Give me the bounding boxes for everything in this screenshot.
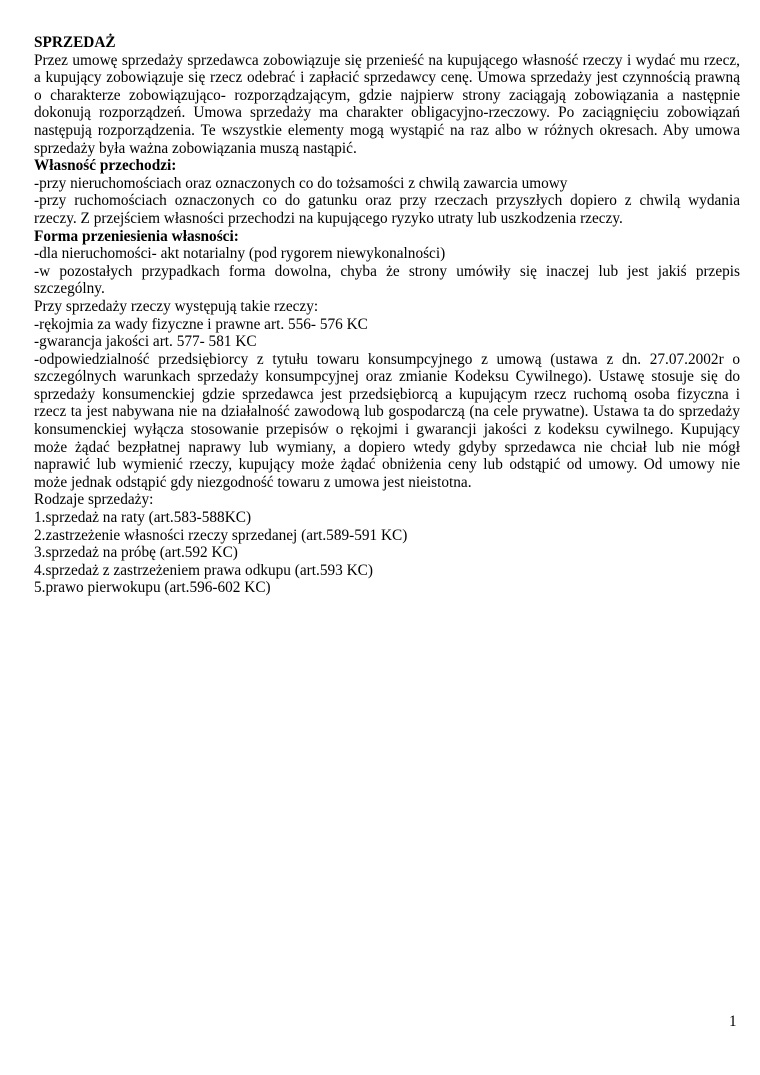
text-line: 4.sprzedaż z zastrzeżeniem prawa odkupu (art.593 KC) bbox=[34, 561, 373, 579]
paragraph bbox=[34, 192, 740, 227]
text-line: 2.zastrzeżenie własności rzeczy sprzedanej (art.589-591 KC) bbox=[34, 526, 408, 544]
paragraph bbox=[34, 527, 740, 545]
text-line: -rękojmia za wady fizyczne i prawne art. 556- 576 KC bbox=[34, 315, 368, 333]
section-heading bbox=[34, 157, 740, 175]
text-line: -przy ruchomościach oznaczonych co do gatunku oraz przy rzeczach przyszłych dopiero z chwilą wydania bbox=[34, 192, 740, 210]
text-line: Przez umowę sprzedaży sprzedawca zobowiązuje się przenieść na kupującego własność rzeczy i wydać mu rzecz, bbox=[34, 51, 740, 69]
paragraph bbox=[34, 245, 740, 263]
paragraph bbox=[34, 562, 740, 580]
text-line: Forma przeniesienia własności: bbox=[34, 227, 239, 245]
paragraph bbox=[34, 263, 740, 298]
text-line: -w pozostałych przypadkach forma dowolna, chyba że strony umówiły się inaczej lub jest jakiś przepis bbox=[34, 262, 740, 280]
section-heading bbox=[34, 34, 740, 52]
text-line: naprawić lub wymienić rzeczy, kupujący może żądać obniżenia ceny lub odstąpić od umowy. Od umowy nie bbox=[34, 456, 740, 474]
text-line: SPRZEDAŻ bbox=[34, 34, 116, 51]
text-line: 5.prawo pierwokupu (art.596-602 KC) bbox=[34, 579, 271, 597]
text-line: o charakterze zobowiązująco- rozporządzającym, gdzie najpierw strony zaciągają zobowiązania a następnie bbox=[34, 86, 740, 104]
text-line: -dla nieruchomości- akt notarialny (pod rygorem niewykonalności) bbox=[34, 245, 446, 263]
text-line: sprzedaży była ważna zobowiązania muszą nastąpić. bbox=[34, 139, 357, 157]
text-line: Własność przechodzi: bbox=[34, 157, 177, 175]
text-line: -przy nieruchomościach oraz oznaczonych co do tożsamości z chwilą zawarcia umowy bbox=[34, 174, 568, 192]
paragraph bbox=[34, 298, 740, 316]
paragraph bbox=[34, 175, 740, 193]
paragraph bbox=[34, 579, 740, 597]
text-line: może żądać bezpłatnej naprawy lub wymiany, a dopiero wtedy gdyby sprzedawca nie chciał lub nie mógł bbox=[34, 438, 740, 456]
paragraph bbox=[34, 333, 740, 351]
paragraph bbox=[34, 52, 740, 158]
paragraph bbox=[34, 351, 740, 492]
text-line: szczególny. bbox=[34, 280, 105, 298]
text-line: a kupujący zobowiązuje się rzecz odebrać i zapłacić sprzedawcy cenę. Umowa sprzedaży jest czynnością prawną bbox=[34, 69, 740, 87]
text-line: -odpowiedzialność przedsiębiorcy z tytułu towaru konsumpcyjnego z umową (ustawa z dn. 27.07.2002r o bbox=[34, 350, 740, 368]
text-line: szczególnych warunkach sprzedaży konsumpcyjnej oraz zmianie Kodeksu Cywilnego). Ustawę stosuje się do bbox=[34, 368, 740, 386]
text-line: rzeczy. Z przejściem własności przechodzi na kupującego ryzyko utraty lub uszkodzenia rzeczy. bbox=[34, 209, 623, 227]
paragraph bbox=[34, 544, 740, 562]
text-line: sprzedaży konsumenckiej gdzie sprzedawca jest przedsiębiorcą a kupującym rzecz ruchomą osoba fizyczna i bbox=[34, 385, 740, 403]
text-line: Rodzaje sprzedaży: bbox=[34, 491, 154, 509]
text-line: 3.sprzedaż na próbę (art.592 KC) bbox=[34, 544, 238, 562]
text-line: rzecz ta jest nabywana nie na działalność zawodową lub gospodarczą (na cele prywatne). Ustawa ta do sprzedaży bbox=[34, 403, 740, 421]
text-line: -gwarancja jakości art. 577- 581 KC bbox=[34, 333, 257, 351]
paragraph bbox=[34, 491, 740, 509]
text-line: Przy sprzedaży rzeczy występują takie rzeczy: bbox=[34, 297, 319, 315]
text-line: konsumenckiej wyłącza stosowanie przepisów o rękojmi i gwarancji jakości z kodeksu cywilnego. Kupujący bbox=[34, 421, 740, 439]
text-line: następują rozporządzenia. Te wszystkie elementy mogą wystąpić na raz albo w różnych okresach. Aby umowa bbox=[34, 121, 740, 139]
text-line: może jednak odstąpić gdy niezgodność towaru z umowa jest nieistotna. bbox=[34, 473, 472, 491]
paragraph bbox=[34, 316, 740, 334]
document-body bbox=[34, 34, 740, 597]
section-heading bbox=[34, 228, 740, 246]
text-line: dokonują rozporządzeń. Umowa sprzedaży ma charakter obligacyjno-rzeczowy. Po zaciągnięciu zobowiązań bbox=[34, 104, 740, 122]
paragraph bbox=[34, 509, 740, 527]
text-line: 1.sprzedaż na raty (art.583-588KC) bbox=[34, 509, 252, 527]
page-number: 1 bbox=[729, 1013, 737, 1030]
